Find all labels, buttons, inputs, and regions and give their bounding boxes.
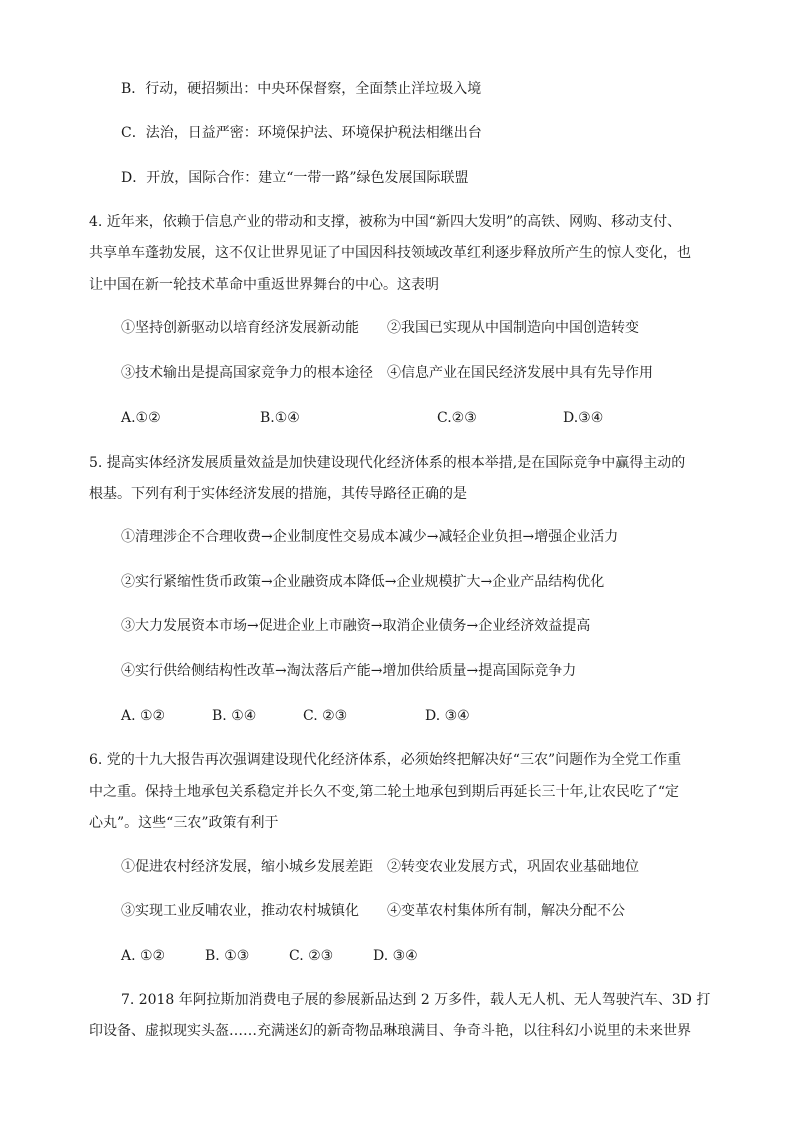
q6-choice-b: B. ①③: [205, 948, 250, 964]
q5-statement-3: ③大力发展资本市场→促进企业上市融资→取消企业债务→企业经济效益提高: [121, 618, 591, 634]
q5-choice-b: B. ①④: [212, 708, 257, 724]
q3-option-b: B．行动，硬招频出：中央环保督察，全面禁止洋垃圾入境: [121, 81, 482, 97]
q5-choice-d: D. ③④: [425, 708, 470, 724]
q6-choice-a: A. ①②: [121, 948, 166, 964]
q4-choice-c: C.②③: [437, 410, 477, 426]
q4-stem-line-3: 让中国在新一轮技术革命中重返世界舞台的中心。这表明: [89, 277, 439, 293]
q6-stem-line-2: 中之重。保持土地承包关系稳定并长久不变,第二轮土地承包到期后再延长三十年,让农民吃了“定: [89, 784, 680, 800]
q3-option-d: D．开放，国际合作：建立“一带一路”绿色发展国际联盟: [121, 170, 469, 186]
q4-stem-line-1: 4. 近年来，依赖于信息产业的带动和支撑，被称为中国“新四大发明”的高铁、网购、移动支付、: [89, 214, 682, 230]
q6-stem-line-1: 6. 党的十九大报告再次强调建设现代化经济体系，必须始终把解决好“三农”问题作为全党工作重: [89, 752, 682, 768]
q5-statement-2: ②实行紧缩性货币政策→企业融资成本降低→企业规模扩大→企业产品结构优化: [121, 574, 605, 590]
q6-choice-c: C. ②③: [289, 948, 334, 964]
q6-choice-d: D. ③④: [373, 948, 418, 964]
q5-stem-line-2: 根基。下列有利于实体经济发展的措施，其传导路径正确的是: [89, 486, 467, 502]
q7-stem-line-2: 印设备、虚拟现实头盔……充满迷幻的新奇物品琳琅满目、争奇斗艳，以往科幻小说里的未来世界: [89, 1023, 691, 1039]
q4-choice-a: A.①②: [121, 410, 161, 426]
q3-option-c: C．法治，日益严密：环境保护法、环境保护税法相继出台: [121, 125, 482, 141]
q5-statement-1: ①清理涉企不合理收费→企业制度性交易成本减少→减轻企业负担→增强企业活力: [121, 529, 619, 545]
q7-stem-line-1: 7. 2018 年阿拉斯加消费电子展的参展新品达到 2 万多件，载人无人机、无人驾驶汽车、3D 打: [121, 992, 711, 1008]
q5-choice-c: C. ②③: [303, 708, 348, 724]
q4-statement-row-1: ①坚持创新驱动以培育经济发展新动能 ②我国已实现从中国制造向中国创造转变: [121, 320, 639, 336]
q6-statement-row-2: ③实现工业反哺农业，推动农村城镇化 ④变革农村集体所有制，解决分配不公: [121, 903, 625, 919]
q6-statement-row-1: ①促进农村经济发展，缩小城乡发展差距 ②转变农业发展方式，巩固农业基础地位: [121, 859, 639, 875]
q5-choice-a: A. ①②: [121, 708, 166, 724]
q4-stem-line-2: 共享单车蓬勃发展，这不仅让世界见证了中国因科技领域改革红利逐步释放所产生的惊人变化，也: [89, 245, 691, 261]
q4-statement-row-2: ③技术输出是提高国家竞争力的根本途径 ④信息产业在国民经济发展中具有先导作用: [121, 365, 653, 381]
q5-statement-4: ④实行供给侧结构性改革→淘汰落后产能→增加供给质量→提高国际竞争力: [121, 663, 577, 679]
q5-stem-line-1: 5. 提高实体经济发展质量效益是加快建设现代化经济体系的根本举措,是在国际竞争中赢得主动的: [89, 455, 686, 471]
q4-choice-b: B.①④: [260, 410, 300, 426]
q6-stem-line-3: 心丸”。这些“三农”政策有利于: [89, 815, 279, 831]
q4-choice-d: D.③④: [563, 410, 604, 426]
